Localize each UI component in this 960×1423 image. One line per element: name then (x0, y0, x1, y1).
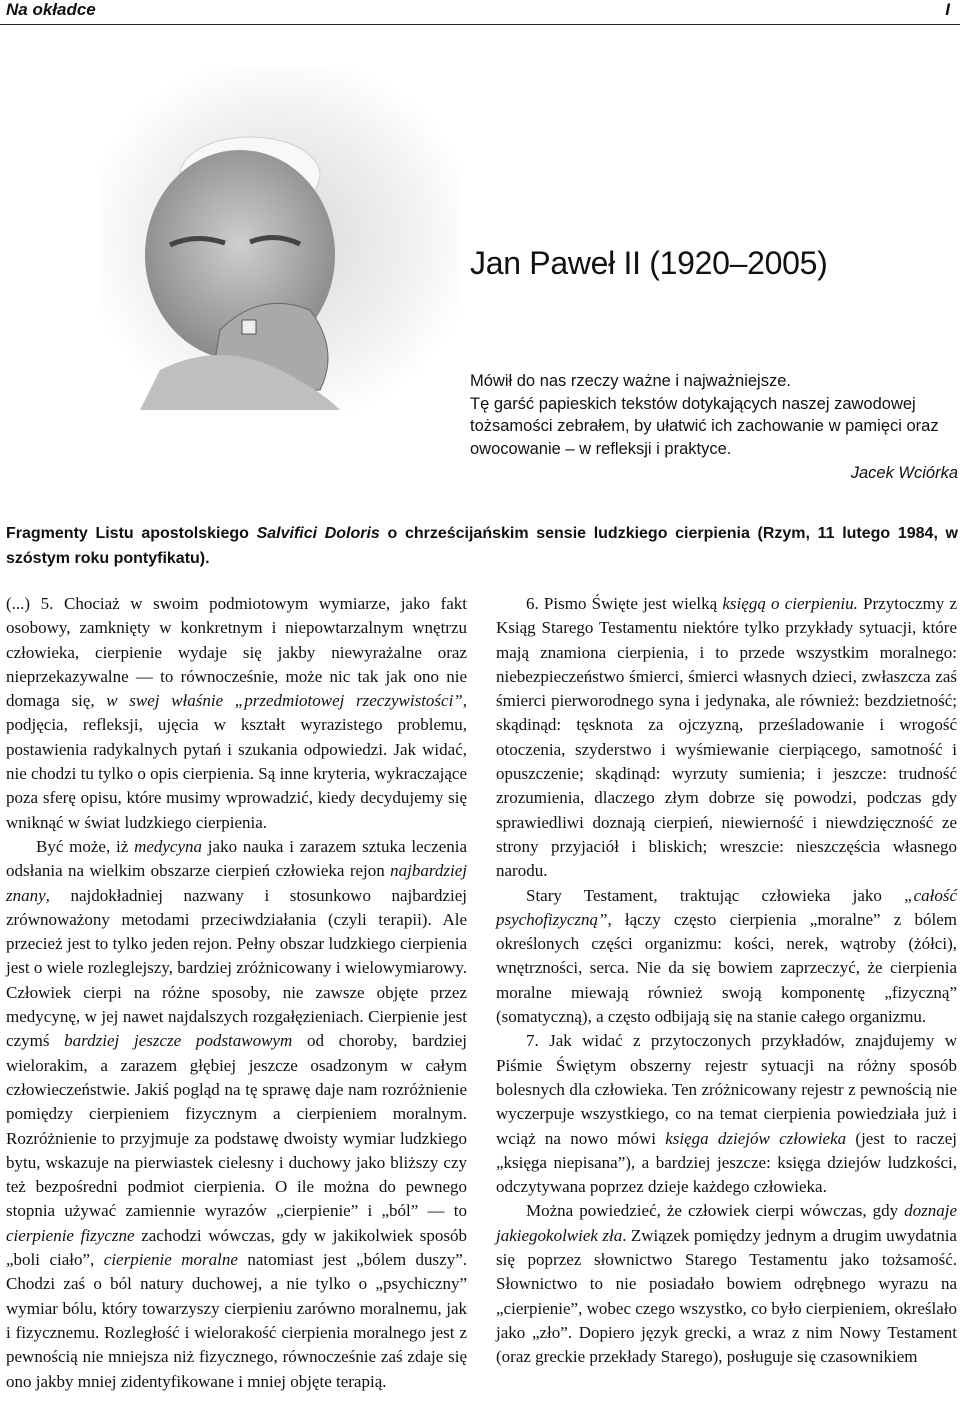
source-heading (6, 521, 958, 571)
paragraph: (...) 5. Chociaż w swoim podmiotowym wymiarze, jako fakt osobowy, zamknięty w konkretnym i niepowtarzalnym wnętrzu człowieka, cierpienie wydaje się jakby niewyrażalne oraz nieprzekazywalne — to równocześnie, może nic tak jak ono nie domaga się, w swej właśnie „przedmiotowej rzeczywistości”, podjęcia, refleksji, ujęcia w kształt wyrazistego problemu, postawienia radykalnych pytań i szukania odpowiedzi. Jak widać, nie chodzi tu tylko o opis cierpienia. Są inne kryteria, wykraczające poza sferę opisu, które musimy wprowadzić, kiedy decydujemy się wniknąć w świat ludzkiego cierpienia. (6, 594, 468, 832)
paragraph: 7. Jak widać z przytoczonych przykładów, znajdujemy w Piśmie Świętym obszerny rejestr sytuacji na różny sposób bolesnych dla człowieka. Ten zróżnicowany rejestr z pewnością nie wyczerpuje wszystkiego, co na temat cierpienia powiedziała już i wciąż na nowo mówi księga dziejów człowieka (jest to raczej „księga niepisana”), a bardziej jeszcze: księga dziejów ludzkości, odczytywana poprzez dzieje każdego człowieka. (496, 1031, 957, 1197)
column-left (6, 592, 467, 1394)
article-title: Jan Paweł II (1920–2005) (470, 245, 828, 281)
quote-line: Tę garść papieskich tekstów dotykających naszej zawodowej tożsamości zebrałem, by ułatwić ich zachowanie w pamięci oraz owocowanie – w refleksji i praktyce. (470, 394, 939, 458)
quote-line: Mówił do nas rzeczy ważne i najważniejsze. (470, 372, 791, 390)
quote-author: Jacek Wciórka (850, 464, 958, 482)
header-rule (0, 24, 960, 25)
paragraph: 6. Pismo Święte jest wielką księgą o cierpieniu. Przytoczmy z Ksiąg Starego Testamentu niektóre tylko przykłady sytuacji, które mają znamiona cierpienia, i to przede wszystkim moralnego: niebezpieczeństwo śmierci, śmierci własnych dzieci, zwłaszcza zaś śmierci pierworodnego syna i jedynaka, ale również: bezdzietność; skądinąd: tęsknota za ojczyzną, prześladowanie i wrogość otoczenia, szyderstwo i wyśmiewanie cierpiącego, samotność i opuszczenie; skądinąd: wyrzuty sumienia; i jeszcze: trudność zrozumienia, dlaczego złym dobrze się powodzi, podczas gdy sprawiedliwi doznają cierpień, niewierność i niewdzięczność ze strony przyjaciół i bliskich; wreszcie: nieszczęścia własnego narodu. (496, 594, 957, 881)
section-title: Na okładce (6, 0, 96, 19)
pope-portrait-photo (100, 70, 460, 410)
source-text: o chrześcijańskim sensie ludzkiego cierpienia (Rzym, 11 lutego 1984, w szóstym roku pontyfikatu). (6, 525, 958, 567)
source-text: Fragmenty Listu apostolskiego (6, 525, 257, 542)
paragraph: Stary Testament, traktując człowieka jako „całość psychofizyczną”, łączy często cierpienia „moralne” z bólem określonych części organizmu: kości, nerek, wątroby (żółci), wnętrzności, serca. Nie da się bowiem zaprzeczyć, że cierpienia moralne miewają również swoją komponentę „fizyczną” (somatyczną), a często odbijają się na stanie całego organizmu. (496, 885, 957, 1027)
editor-quote (470, 370, 960, 485)
column-right (496, 592, 957, 1370)
running-header (6, 0, 950, 22)
paragraph: Być może, iż medycyna jako nauka i zarazem sztuka leczenia odsłania na wielkim obszarze cierpień człowieka rejon najbardziej znany, najdokładniej nazwany i stosunkowo najbardziej zrównoważony metodami przeciwdziałania (czyli terapii). Ale przecież jest to tylko jeden rejon. Pełny obszar ludzkiego cierpienia jest o wiele rozleglejszy, bardziej zróżnicowany i wielowymiarowy. Człowiek cierpi na różne sposoby, nie zawsze objęte przez medycynę, w jej nawet najdalszych rozgałęzieniach. Cierpienie jest czymś bardziej jeszcze podstawowym od choroby, bardziej wielorakim, a zarazem głębiej jeszcze osadzonym w całym człowieczeństwie. Jakiś pogląd na tę sprawę daje nam rozróżnienie pomiędzy cierpieniem fizycznym a cierpieniem moralnym. Rozróżnienie to przyjmuje za podstawę dwoisty wymiar ludzkiego bytu, wskazuje na pierwiastek cielesny i duchowy jako bliższy czy też bezpośredni podmiot cierpienia. O ile można do pewnego stopnia używać zamiennie wyrazów „cierpienie” i „ból” — to cierpienie fizyczne zachodzi wówczas, gdy w jakikolwiek sposób „boli ciało”, cierpienie moralne natomiast jest „bólem duszy”. Chodzi zaś o ból natury duchowej, a nie tylko o „psychiczny” wymiar bólu, który towarzyszy cierpieniu zarówno moralnemu, jak i fizycznemu. Rozległość i wielorakość cierpienia moralnego jest z pewnością nie mniejsza niż fizycznego, równocześnie zaś zdaje się ono jakby mniej zidentyfikowane i mniej objęte terapią. (6, 836, 468, 1391)
source-title: Salvifici Doloris (256, 525, 380, 542)
paragraph: Można powiedzieć, że człowiek cierpi wówczas, gdy doznaje jakiegokolwiek zła. Związek pomiędzy jednym a drugim uwydatnia się poprzez słownictwo Starego Testamentu jako tożsamość. Słownictwo to nie posiadało bowiem odrębnego wyrazu na „cierpienie”, wobec czego wszystko, co było cierpieniem, określało jako „zło”. Dopiero język grecki, a wraz z nim Nowy Testament (oraz greckie przekłady Starego), posługuje się czasownikiem (496, 1201, 957, 1367)
page-number: I (945, 0, 950, 19)
